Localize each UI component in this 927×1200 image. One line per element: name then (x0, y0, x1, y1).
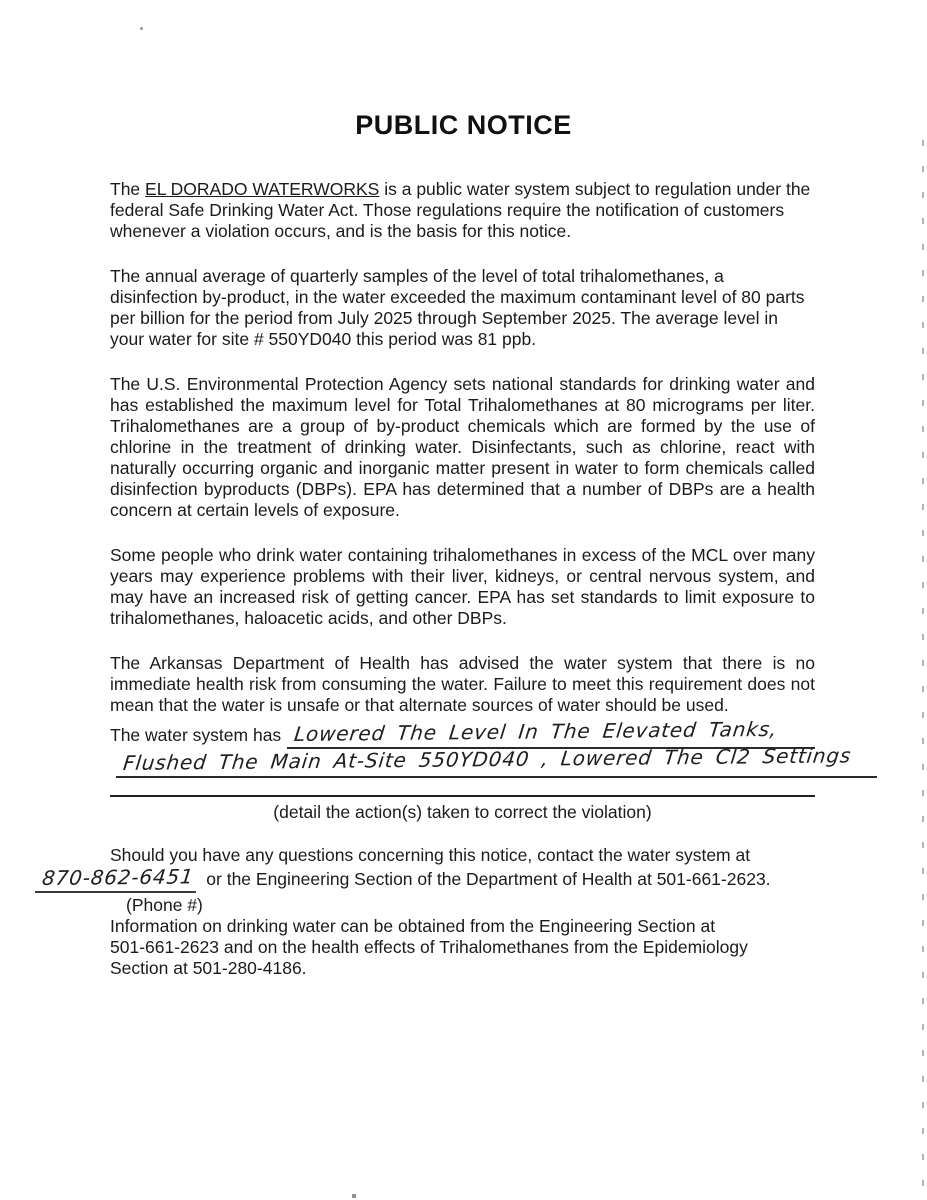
info-line-2: 501-661-2623 and on the health effects of Trihalomethanes from the Epidemiology (110, 937, 748, 957)
info-line-3: Section at 501-280-4186. (110, 958, 307, 978)
handwritten-action-field-2 (116, 743, 877, 778)
intro-suffix: is a public water system subject to regulation under the federal Safe Drinking Water Act. Those regulations require the notification of customers whenever a violation occurs, and is the basis for this notice. (110, 179, 811, 241)
scan-artifact-dot-bottom (352, 1194, 356, 1198)
water-system-name: EL DORADO WATERWORKS (145, 179, 380, 199)
notice-body (40, 179, 853, 979)
scan-artifact-right-edge (922, 140, 924, 1200)
paragraph-intro (110, 179, 815, 242)
action-lead-in-text: The water system has (110, 725, 282, 745)
handwritten-phone-number: 870-862-6451 (40, 864, 196, 890)
corrective-action-line-2 (116, 743, 877, 778)
paragraph-violation-details: The annual average of quarterly samples of the level of total trihalomethanes, a disinfection by-product, in the water exceeded the maximum contaminant level of 80 parts per billion for the period from July 2025 through September 2025. The average level in your water for site # 550YD040 this period was 81 ppb. (110, 266, 805, 349)
intro-prefix: The (110, 179, 146, 199)
blank-answer-line (110, 794, 815, 797)
paragraph-health-effects: Some people who drink water containing trihalomethanes in excess of the MCL over many years may experience problems with their liver, kidneys, or central nervous system, and may have an increased risk of getting cancer. EPA has set standards to limit exposure to trihalomethanes, haloacetic acids, and other DBPs. (110, 545, 815, 628)
contact-line-1: Should you have any questions concerning this notice, contact the water system at (110, 845, 751, 865)
handwritten-action-text-2: Flushed The Main At-Site 550YD040 , Lowered The Cl2 Settings (121, 743, 853, 775)
contact-phone-line (35, 864, 815, 893)
contact-line-2: or the Engineering Section of the Department of Health at 501-661-2623. (206, 869, 771, 889)
page-title: PUBLIC NOTICE (355, 110, 572, 140)
phone-number-label: (Phone #) (126, 895, 203, 915)
paragraph-epa-standards: The U.S. Environmental Protection Agency sets national standards for drinking water and has established the maximum level for Total Trihalomethanes at 80 micrograms per liter. Trihalomethanes are a group of by-product chemicals which are formed by the use of chlorine in the treatment of drinking water. Disinfectants, such as chlorine, react with naturally occurring organic and inorganic matter present in water to form chemicals called disinfection byproducts (DBPs). EPA has determined that a number of DBPs are a health concern at certain levels of exposure. (110, 374, 815, 520)
corrective-action-section (110, 716, 853, 823)
scan-artifact-dot-top (140, 27, 143, 30)
handwritten-phone-field (35, 864, 196, 893)
handwritten-action-text-1: Lowered The Level In The Elevated Tanks, (293, 716, 779, 746)
action-caption: (detail the action(s) taken to correct the violation) (273, 802, 652, 822)
info-line-1: Information on drinking water can be obtained from the Engineering Section at (110, 916, 716, 936)
contact-section (40, 845, 815, 979)
paragraph-adh-advisory: The Arkansas Department of Health has advised the water system that there is no immediate health risk from consuming the water. Failure to meet this requirement does not mean that the water is unsafe or that alternate sources of water should be used. (110, 653, 815, 715)
